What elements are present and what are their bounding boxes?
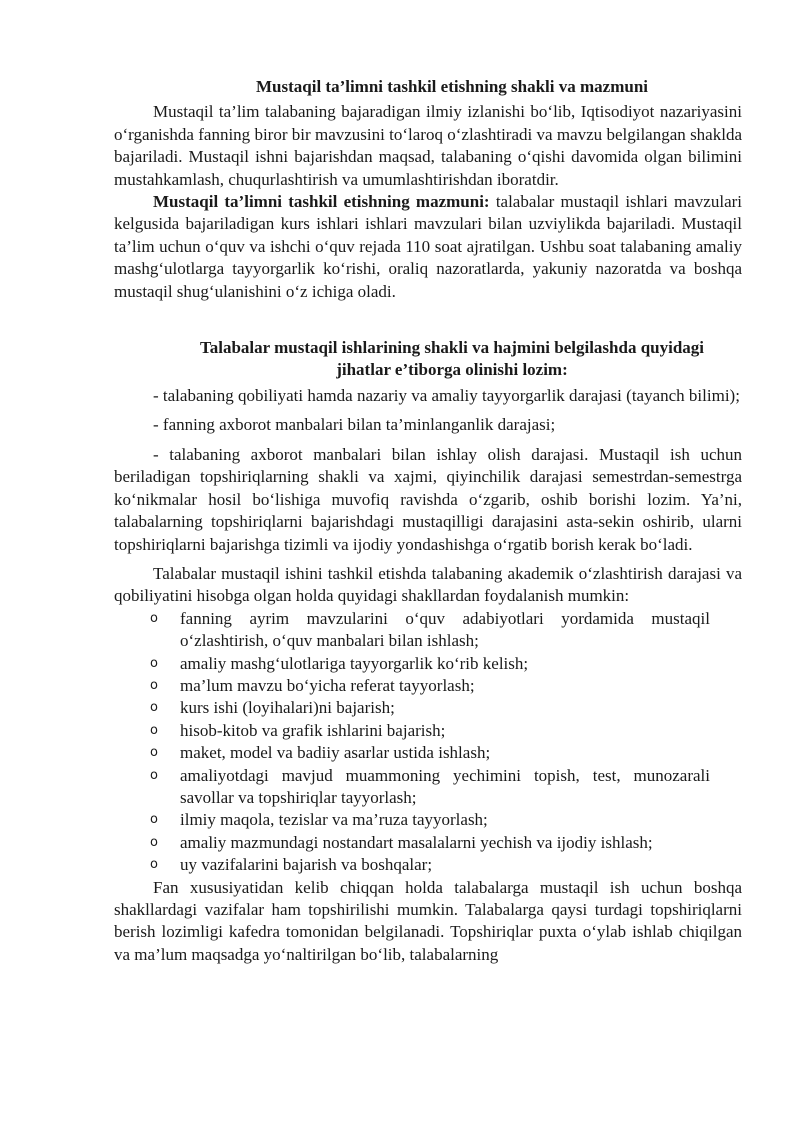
paragraph-content-heading: Mustaqil ta’limni tashkil etishning mazmuni: (153, 192, 490, 212)
bullet-icon: o (150, 722, 158, 738)
bullet-icon: o (150, 745, 158, 761)
paragraph-content (114, 191, 742, 303)
bullet-icon: o (150, 610, 158, 626)
list-item: o amaliy mashg‘ulotlariga tayyorgarlik ko‘rib kelish; (114, 653, 742, 675)
paragraph-closing: Fan xususiyatidan kelib chiqqan holda talabalarga mustaqil ish uchun boshqa shakllardagi vazifalar ham topshirilishi mumkin. Talabalarga qaysi turdagi topshiriqlarni berish lozimligi kafedra tomonidan belgilanadi. Topshiriqlar puxta o‘ylab ishlab chiqilgan va ma’lum maqsadga yo‘naltirilgan bo‘lib, talabalarning (114, 877, 742, 964)
list-item: o fanning ayrim mavzularini o‘quv adabiyotlari yordamida mustaqil o‘zlashtirish, o‘quv manbalari bilan ishlash; (150, 608, 710, 651)
list-item: o kurs ishi (loyihalari)ni bajarish; (114, 697, 742, 719)
list-item: o ma’lum mavzu bo‘yicha referat tayyorlash; (114, 675, 742, 697)
paragraph-forms: Talabalar mustaqil ishini tashkil etishda talabaning akademik o‘zlashtirish darajasi va qobiliyatini hisobga olgan holda quyidagi shakllardan foydalanish mumkin: (114, 563, 742, 606)
bullet-icon: o (150, 655, 158, 671)
bullet-icon: o (150, 834, 158, 850)
bullet-icon: o (150, 812, 158, 828)
document-title: Mustaqil ta’limni tashkil etishning shakli va mazmuni (255, 77, 649, 96)
bullet-icon: o (150, 677, 158, 693)
bullet-icon: o (150, 857, 158, 873)
paragraph-content-text: talabalar mustaqil ishlari mavzulari kelgusida bajariladigan kurs ishlari ishlari mavzulari bilan uzviylikda bajariladi. Mustaqil ta’lim uchun o‘quv va ishchi o‘quv rejada 110 soat ajratilgan. Ushbu soat talabaning amaliy mashg‘ulotlarga tayyorgarlik ko‘rishi, oraliq nazoratlarda, yakuniy nazoratda va boshqa mustaqil shug‘ulanishini o‘z ichiga oladi. (114, 192, 742, 301)
list-item: o ilmiy maqola, tezislar va ma’ruza tayyorlash; (114, 809, 742, 831)
document-content (114, 76, 742, 966)
forms-list (114, 608, 742, 877)
dash-item-1: - talabaning qobiliyati hamda nazariy va amaliy tayyorgarlik darajasi (tayanch bilimi); (153, 386, 740, 406)
list-item: o amaliy mazmundagi nostandart masalalarni yechish va ijodiy ishlash; (114, 832, 742, 854)
bullet-icon: o (150, 700, 158, 716)
list-item: o maket, model va badiiy asarlar ustida ishlash; (114, 742, 742, 764)
list-item: o uy vazifalarini bajarish va boshqalar; (114, 854, 742, 876)
list-item: o amaliyotdagi mavjud muammoning yechimini topish, test, munozarali savollar va topshiriqlar tayyorlash; (150, 765, 710, 807)
section-subtitle-line-2: jihatlar e’tiborga olinishi lozim: (336, 360, 568, 380)
paragraph-intro: Mustaqil ta’lim talabaning bajaradigan ilmiy izlanishi bo‘lib, Iqtisodiyot nazariyasini o‘rganishda fanning biror bir mavzusini to‘laroq o‘zlashtiradi va mavzu belgilangan shaklda bajariladi. Mustaqil ishni bajarishdan maqsad, talabaning o‘qishi davomida olgan bilimini mustahkamlash, chuqurlashtirish va umumlashtirishdan iboratdir. (114, 102, 742, 189)
bullet-icon: o (150, 767, 158, 783)
section-subtitle-line-1: Talabalar mustaqil ishlarining shakli va hajmini belgilashda quyidagi (199, 338, 705, 358)
dash-item-2: - fanning axborot manbalari bilan ta’minlanganlik darajasi; (153, 415, 556, 435)
spacer (114, 303, 742, 337)
dash-item-3: - talabaning axborot manbalari bilan ishlay olish darajasi. Mustaqil ish uchun beriladigan topshiriqlarning shakli va xajmi, qiyinchilik darajasi semestrdan-semestrga ko‘nikmalar hosil bo‘lishiga muvofiq ravishda o‘zgarib, oshib borishi lozim. Ya’ni, talabalarning topshiriqlarni bajarishdagi mustaqilligi darajasini asta-sekin oshirib, ularni topshiriqlarni bajarishga tizimli va ijodiy yondashishga o‘rgatib borish kerak bo‘ladi. (114, 444, 742, 554)
list-item: o hisob-kitob va grafik ishlarini bajarish; (114, 720, 742, 742)
